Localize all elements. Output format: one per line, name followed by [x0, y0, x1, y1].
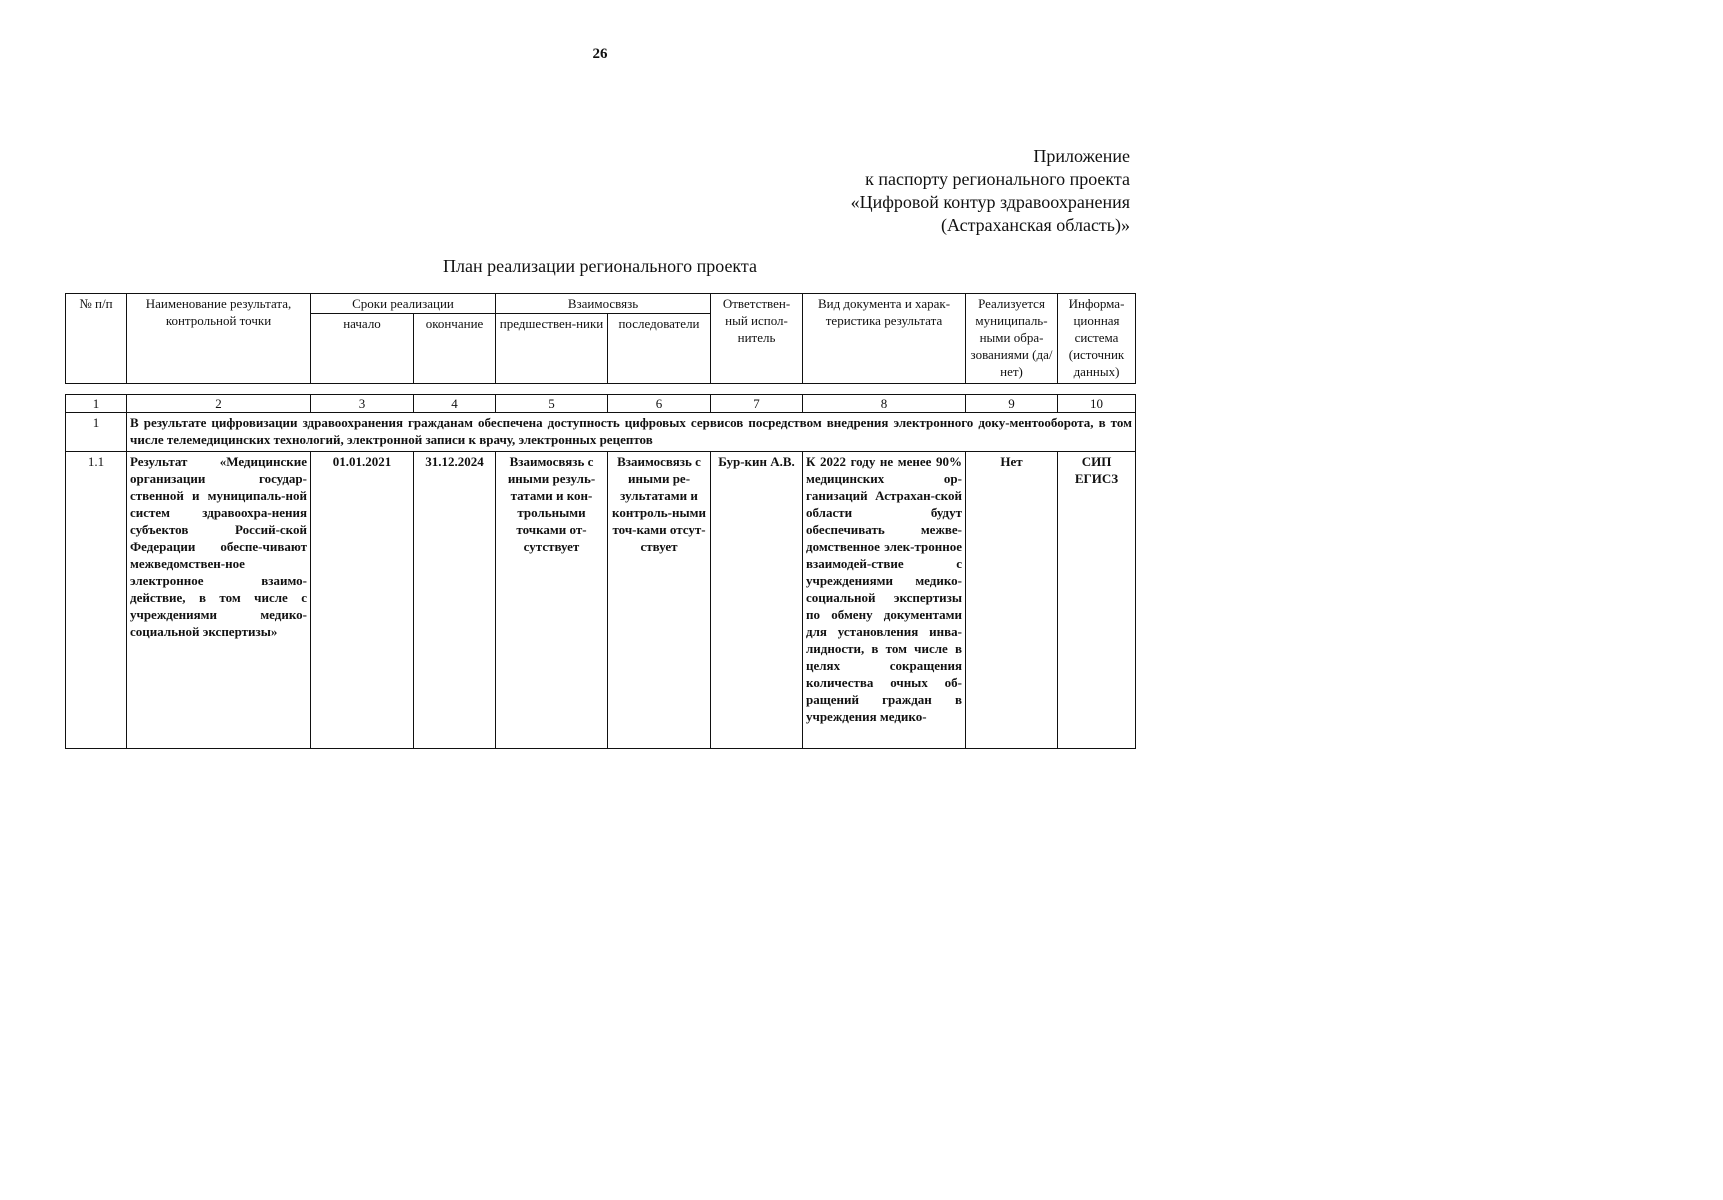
- header-followers: последователи: [608, 314, 711, 384]
- table-body: [65, 394, 1136, 749]
- row-num: 1.1: [66, 452, 127, 749]
- column-number: 1: [66, 395, 127, 413]
- section-text: В результате цифровизации здравоохранения гражданам обеспечена доступность цифровых сервисов посредством внедрения электронного доку-ментооборота, в том числе телемедицинских технологий, электронной записи к врачу, электронных рецептов: [127, 413, 1136, 452]
- header-doc-type: Вид документа и харак-теристика результата: [803, 294, 966, 384]
- appendix-block: [851, 145, 1130, 237]
- row-followers: Взаимосвязь с иными ре-зультатами и контроль-ными точ-ками отсут-ствует: [608, 452, 711, 749]
- appendix-line-2: к паспорту регионального проекта: [865, 169, 1130, 189]
- section-num: 1: [66, 413, 127, 452]
- header-info-system: Информа-ционная система (источник данных): [1058, 294, 1136, 384]
- page-number: 26: [592, 46, 608, 62]
- column-number: 10: [1058, 395, 1136, 413]
- header-end: окончание: [414, 314, 496, 384]
- column-number: 8: [803, 395, 966, 413]
- column-number: 5: [496, 395, 608, 413]
- column-number: 4: [414, 395, 496, 413]
- table-row: [66, 452, 1136, 749]
- row-start: 01.01.2021: [311, 452, 414, 749]
- column-number: 3: [311, 395, 414, 413]
- row-doc-type: К 2022 году не менее 90% медицинских ор-ганизаций Астрахан-ской области будут обеспечивать межве-домственное элек-тронное взаимодей-ствие с учреждениями медико-социальной экспертизы по обмену документами для установления инва-лидности, в том числе в целях сокращения количества очных об-ращений граждан в учреждения медико-: [803, 452, 966, 749]
- header-predecessors: предшествен-ники: [496, 314, 608, 384]
- appendix-line-3: «Цифровой контур здравоохранения: [850, 192, 1130, 212]
- header-terms: Сроки реализации: [311, 294, 496, 314]
- row-name: Результат «Медицинские организации государ-ственной и муниципаль-ной систем здравоохра-нения субъектов Россий-ской Федерации обеспе-чивают межведомствен-ное электронное взаимо-действие, в том числе с учреждениями медико-социальной экспертизы»: [127, 452, 311, 749]
- row-predecessors: Взаимосвязь с иными резуль-татами и кон-трольными точками от-сутствует: [496, 452, 608, 749]
- header-num: № п/п: [66, 294, 127, 384]
- column-numbers-row: [66, 395, 1136, 413]
- header-name: Наименование результата, контрольной точки: [127, 294, 311, 384]
- header-municipal: Реализуется муниципаль-ными обра-зованиями (да/нет): [966, 294, 1058, 384]
- column-number: 7: [711, 395, 803, 413]
- section-row: [66, 413, 1136, 452]
- row-info-system: СИП ЕГИСЗ: [1058, 452, 1136, 749]
- table-header: [65, 293, 1136, 384]
- row-responsible: Бур-кин А.В.: [711, 452, 803, 749]
- plan-title: План реализации регионального проекта: [442, 256, 758, 276]
- header-start: начало: [311, 314, 414, 384]
- row-end: 31.12.2024: [414, 452, 496, 749]
- column-number: 6: [608, 395, 711, 413]
- row-municipal: Нет: [966, 452, 1058, 749]
- appendix-line-1: Приложение: [1033, 146, 1130, 166]
- appendix-line-4: (Астраханская область)»: [941, 215, 1130, 235]
- header-relation: Взаимосвязь: [496, 294, 711, 314]
- column-number: 2: [127, 395, 311, 413]
- column-number: 9: [966, 395, 1058, 413]
- header-responsible: Ответствен-ный испол-нитель: [711, 294, 803, 384]
